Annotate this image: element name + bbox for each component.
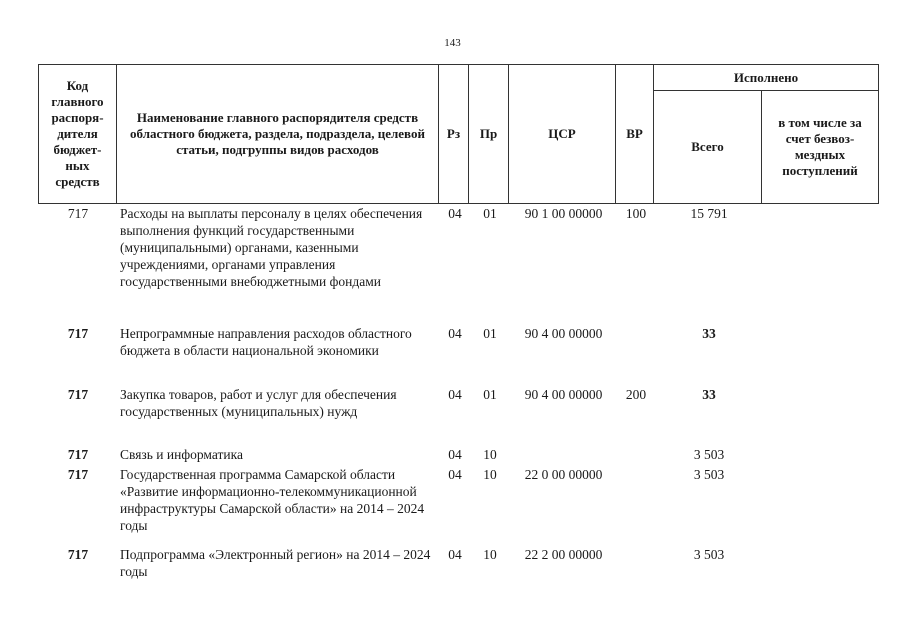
cell-name: Расходы на выплаты персоналу в целях обеспечения выполнения функций государственными (муниципальными) органами, казенными учреждениями, органами управления государственными внебюджетными фондами — [120, 206, 423, 289]
cell-pr: 01 — [483, 387, 497, 402]
cell-free — [763, 546, 878, 586]
cell-csr: 90 4 00 00000 — [524, 326, 603, 341]
header-vr: ВР — [616, 65, 654, 204]
header-csr: ЦСР — [509, 65, 616, 204]
cell-total: 3 503 — [693, 547, 725, 562]
cell-csr — [510, 446, 617, 466]
cell-csr: 22 0 00 00000 — [524, 467, 603, 482]
cell-vr — [617, 325, 655, 386]
cell-vr — [617, 546, 655, 586]
cell-vr: 100 — [625, 206, 647, 221]
header-name: Наименование главного распорядителя средств областного бюджета, раздела, подраздела, целевой статьи, подгруппы видов расходов — [117, 65, 439, 204]
table-row — [38, 386, 878, 446]
cell-vr: 200 — [625, 387, 647, 402]
cell-name: Государственная программа Самарской области «Развитие информационно-телекоммуникационной инфраструктуры Самарской области» на 2014 – 2024 годы — [120, 467, 425, 533]
header-executed: Исполнено — [654, 65, 879, 91]
cell-code: 717 — [67, 547, 89, 562]
cell-code: 717 — [67, 387, 89, 402]
table-row — [38, 325, 878, 386]
table-row — [38, 466, 878, 546]
table-body — [38, 205, 878, 586]
cell-free — [763, 205, 878, 325]
cell-name: Связь и информатика — [120, 447, 243, 462]
header-free: в том числе за счет безвоз-мездных поступлений — [762, 91, 879, 204]
header-total: Всего — [654, 91, 762, 204]
header-rz: Рз — [439, 65, 469, 204]
page-number: 143 — [444, 37, 461, 49]
cell-pr: 10 — [483, 447, 497, 462]
cell-rz: 04 — [448, 206, 462, 221]
cell-rz: 04 — [448, 467, 462, 482]
cell-total: 33 — [702, 387, 716, 402]
table-header — [38, 64, 879, 204]
cell-csr: 90 4 00 00000 — [524, 387, 603, 402]
cell-rz: 04 — [448, 547, 462, 562]
table-row — [38, 546, 878, 586]
cell-name: Закупка товаров, работ и услуг для обеспечения государственных (муниципальных) нужд — [120, 387, 397, 419]
cell-code: 717 — [67, 447, 89, 462]
cell-free — [763, 446, 878, 466]
cell-pr: 10 — [483, 547, 497, 562]
cell-rz: 04 — [448, 447, 462, 462]
cell-code: 717 — [67, 206, 89, 221]
cell-code: 717 — [67, 326, 89, 341]
cell-total: 3 503 — [693, 447, 725, 462]
cell-pr: 01 — [483, 326, 497, 341]
cell-csr: 90 1 00 00000 — [524, 206, 603, 221]
table-row — [38, 446, 878, 466]
cell-total: 3 503 — [693, 467, 725, 482]
cell-vr — [617, 446, 655, 466]
cell-rz: 04 — [448, 387, 462, 402]
table-row — [38, 205, 878, 325]
cell-vr — [617, 466, 655, 546]
cell-pr: 01 — [483, 206, 497, 221]
cell-name: Непрограммные направления расходов областного бюджета в области национальной экономики — [120, 326, 412, 358]
cell-free — [763, 325, 878, 386]
header-pr: Пр — [469, 65, 509, 204]
cell-rz: 04 — [448, 326, 462, 341]
cell-total: 15 791 — [690, 206, 728, 221]
cell-name: Подпрограмма «Электронный регион» на 2014 – 2024 годы — [120, 547, 431, 579]
cell-csr: 22 2 00 00000 — [524, 547, 603, 562]
cell-total: 33 — [702, 326, 716, 341]
cell-free — [763, 386, 878, 446]
header-code: Код главного распоря-дителя бюджет-ных средств — [39, 65, 117, 204]
cell-free — [763, 466, 878, 546]
cell-code: 717 — [67, 467, 89, 482]
cell-pr: 10 — [483, 467, 497, 482]
